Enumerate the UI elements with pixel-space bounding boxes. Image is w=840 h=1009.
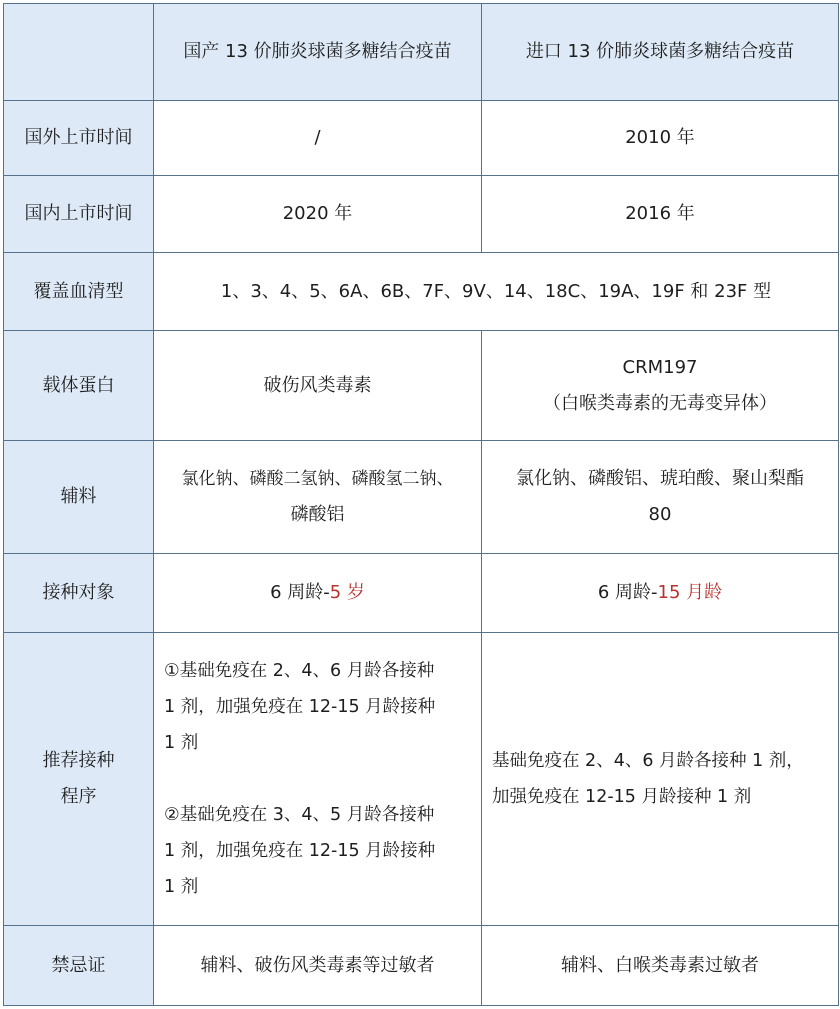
label-line: 推荐接种 — [42, 750, 115, 771]
cell — [154, 633, 482, 926]
cell-line: 磷酸铝 — [290, 504, 345, 525]
age-from: 6 周龄- — [597, 582, 658, 603]
cell — [154, 441, 482, 554]
header-domestic: 国产 13 价肺炎球菌多糖结合疫苗 — [154, 4, 482, 101]
row-label: 国内上市时间 — [4, 176, 154, 253]
vaccine-comparison-table — [3, 3, 839, 1006]
age-to: 5 岁 — [329, 582, 365, 603]
cell: 2016 年 — [482, 176, 839, 253]
table-row — [4, 926, 839, 1006]
table-row — [4, 101, 839, 176]
cell — [482, 633, 839, 926]
cell-line: CRM197 — [622, 356, 698, 378]
cell: 破伤风类毒素 — [154, 331, 482, 441]
merged-cell: 1、3、4、5、6A、6B、7F、9V、14、18C、19A、19F 和 23F 型 — [154, 253, 839, 331]
row-label: 覆盖血清型 — [4, 253, 154, 331]
cell — [482, 441, 839, 554]
header-row — [4, 4, 839, 101]
cell-line: 1 剂 — [164, 877, 199, 897]
table-row — [4, 176, 839, 253]
cell-line: ②基础免疫在 3、4、5 月龄各接种 — [164, 805, 435, 825]
table-row — [4, 331, 839, 441]
cell — [482, 554, 839, 633]
cell-line: 80 — [648, 504, 672, 525]
table-row — [4, 441, 839, 554]
cell: 2010 年 — [482, 101, 839, 176]
row-label: 载体蛋白 — [4, 331, 154, 441]
cell-line: （白喉类毒素的无毒变异体） — [543, 392, 777, 414]
age-from: 6 周龄- — [270, 582, 330, 603]
cell-line: 1 剂 — [164, 733, 199, 753]
row-label: 接种对象 — [4, 554, 154, 633]
cell-line: 1 剂，加强免疫在 12-15 月龄接种 — [164, 697, 436, 717]
cell-line: 氯化钠、磷酸铝、琥珀酸、聚山梨酯 — [516, 468, 804, 489]
cell-line: 1 剂，加强免疫在 12-15 月龄接种 — [164, 841, 436, 861]
cell-line: 加强免疫在 12-15 月龄接种 1 剂 — [492, 787, 752, 807]
cell — [482, 331, 839, 441]
cell-line: 基础免疫在 2、4、6 月龄各接种 1 剂， — [492, 751, 804, 771]
header-imported: 进口 13 价肺炎球菌多糖结合疫苗 — [482, 4, 839, 101]
label-line: 程序 — [60, 786, 97, 807]
table-row — [4, 554, 839, 633]
corner-cell — [4, 4, 154, 101]
cell: 辅料、破伤风类毒素等过敏者 — [154, 926, 482, 1006]
row-label: 禁忌证 — [4, 926, 154, 1006]
table-row — [4, 633, 839, 926]
age-to: 15 月龄 — [657, 582, 723, 603]
cell: 辅料、白喉类毒素过敏者 — [482, 926, 839, 1006]
cell — [154, 554, 482, 633]
cell-line: ①基础免疫在 2、4、6 月龄各接种 — [164, 661, 435, 681]
cell: 2020 年 — [154, 176, 482, 253]
table-row — [4, 253, 839, 331]
row-label: 国外上市时间 — [4, 101, 154, 176]
row-label — [4, 633, 154, 926]
cell-line: 氯化钠、磷酸二氢钠、磷酸氢二钠、 — [181, 469, 454, 489]
row-label: 辅料 — [4, 441, 154, 554]
cell: / — [154, 101, 482, 176]
